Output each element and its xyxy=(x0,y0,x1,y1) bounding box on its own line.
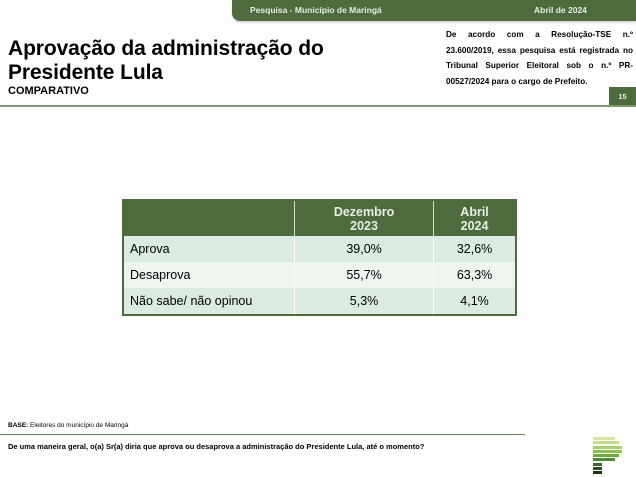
value-dez-2023: 55,7% xyxy=(295,262,434,288)
value-dez-2023: 5,3% xyxy=(295,288,434,314)
logo-bar xyxy=(593,441,619,444)
logo-bar xyxy=(593,446,622,449)
table-row xyxy=(124,236,515,262)
row-label: Aprova xyxy=(124,236,295,262)
header-year: 2024 xyxy=(460,218,489,233)
value-abr-2024: 63,3% xyxy=(434,262,515,288)
top-banner xyxy=(232,0,636,21)
survey-question: De uma maneira geral, o(a) Sr(a) diria que aprova ou desaprova a administração do Presidente Lula, até o momento? xyxy=(8,442,425,451)
header-year: 2023 xyxy=(350,218,378,233)
registration-note: De acordo com a Resolução-TSE n.º 23.600/2019, essa pesquisa está registrada no Tribunal Superior Eleitoral sob o n.º PR-00527/2024 para o cargo de Prefeito. xyxy=(446,30,633,86)
title-line-2: Presidente Lula xyxy=(8,61,163,84)
header-cell-empty xyxy=(124,201,295,236)
logo-bar xyxy=(593,437,615,440)
table-header-row xyxy=(124,201,515,236)
table-row xyxy=(124,262,515,288)
row-label: Desaprova xyxy=(124,262,295,288)
footer-divider xyxy=(0,434,525,435)
logo-bar xyxy=(593,471,602,474)
logo-bar xyxy=(593,454,619,457)
title-line-1: Aprovação da administração do xyxy=(8,37,324,60)
header-cell-abr-2024 xyxy=(434,201,515,236)
page-subtitle: COMPARATIVO xyxy=(8,85,89,97)
value-abr-2024: 4,1% xyxy=(434,288,515,314)
page-number: 15 xyxy=(609,87,636,106)
logo-bar xyxy=(593,458,615,461)
logo-bar xyxy=(593,450,622,453)
value-dez-2023: 39,0% xyxy=(295,236,434,262)
page-title xyxy=(8,37,324,85)
survey-label: Pesquisa - Município de Maringá xyxy=(250,5,382,15)
base-note xyxy=(8,422,128,429)
table-row xyxy=(124,288,515,314)
brand-logo-icon xyxy=(593,437,623,471)
date-label: Abril de 2024 xyxy=(534,5,587,15)
value-abr-2024: 32,6% xyxy=(434,236,515,262)
row-label: Não sabe/ não opinou xyxy=(124,288,295,314)
header-cell-dez-2023 xyxy=(295,201,434,236)
header-month: Abril xyxy=(460,204,489,219)
header-month: Dezembro xyxy=(333,204,395,219)
base-text: Eleitores do município de Maringá xyxy=(28,422,129,429)
logo-bar xyxy=(593,467,602,470)
base-label: BASE: xyxy=(8,422,29,429)
results-table xyxy=(124,201,515,314)
header-divider xyxy=(0,105,636,107)
logo-bar xyxy=(593,463,602,466)
